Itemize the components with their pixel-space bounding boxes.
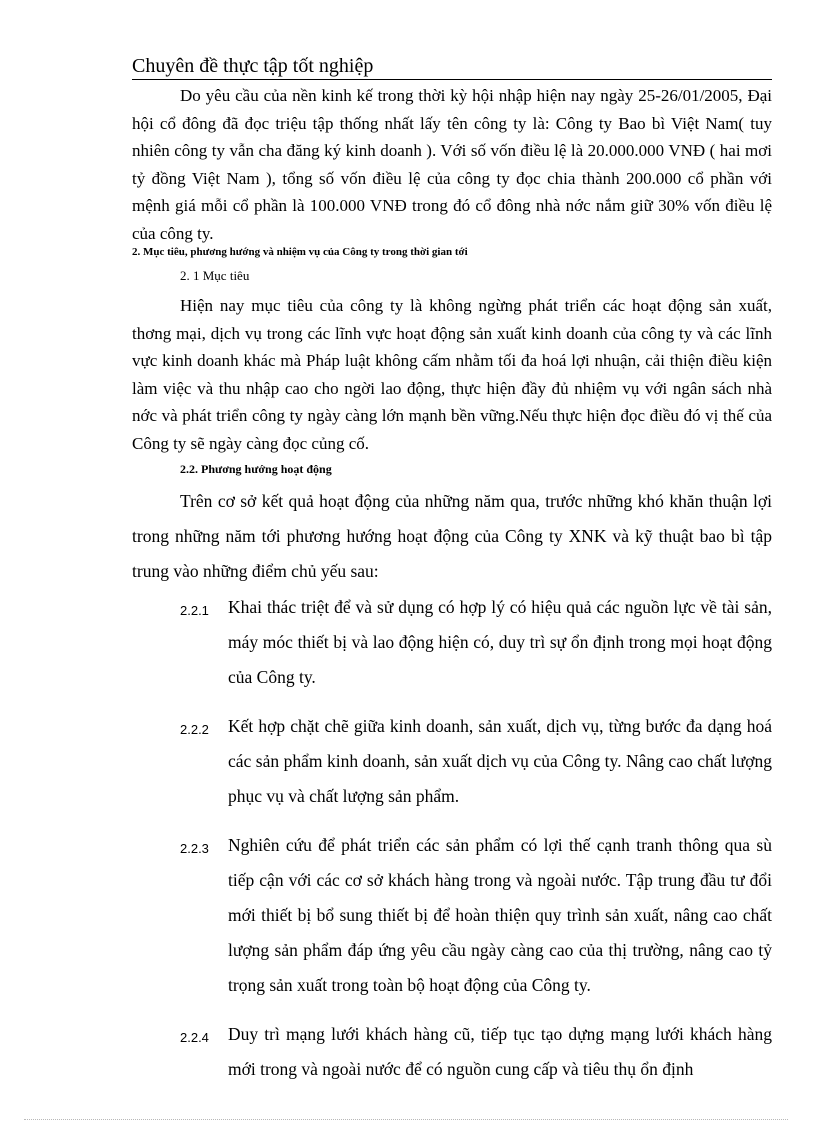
list-item-number: 2.2.2 bbox=[180, 722, 209, 737]
section-2-1-paragraph: Hiện nay mục tiêu của công ty là không ngừng phát triển các hoạt động sản xuất, thơng mại, dịch vụ trong các lĩnh vực hoạt động sản xuất kinh doanh của công ty và các lĩnh vực kinh doanh khác mà Pháp luật không cấm nhằm tối đa hoá lợi nhuận, cải thiện điều kiện làm việc và thu nhập cao cho ngời lao động, thực hiện đầy đủ nhiệm vụ với ngân sách nhà nớc và phát triển công ty ngày càng lớn mạnh bền vững.Nếu thực hiện đọc điều đó vị thế của Công ty sẽ ngày càng đọc củng cố. bbox=[132, 296, 772, 453]
section-2-2-heading: 2.2. Phương hướng hoạt động bbox=[180, 462, 332, 476]
section-2-heading: 2. Mục tiêu, phương hướng và nhiệm vụ của Công ty trong thời gian tới bbox=[132, 246, 468, 258]
page-header: Chuyên đề thực tập tốt nghiệp bbox=[132, 53, 772, 80]
list-item-text: Nghiên cứu để phát triển các sản phẩm có lợi thế cạnh tranh thông qua sù tiếp cận với các cơ sở khách hàng trong và ngoài nước. Tập trung đầu tư đổi mới thiết bị bổ sung thiết bị để hoàn thiện quy trình sản xuất, nâng cao chất lượng sản phẩm đáp ứng yêu cầu ngày càng cao của thị trường, nâng cao tỷ trọng sản xuất trong toàn bộ hoạt động của Công ty. bbox=[228, 835, 772, 995]
section-2-1-heading: 2. 1 Mục tiêu bbox=[180, 268, 250, 283]
list-item bbox=[180, 590, 772, 695]
list-item-text: Duy trì mạng lưới khách hàng cũ, tiếp tục tạo dựng mạng lưới khách hàng mới trong và ngoài nước để có nguồn cung cấp và tiêu thụ ổn định bbox=[228, 1024, 772, 1079]
section-2-2-paragraph: Trên cơ sở kết quả hoạt động của những năm qua, trước những khó khăn thuận lợi trong những năm tới phương hướng hoạt động của Công ty XNK và kỹ thuật bao bì tập trung vào những điểm chủ yếu sau: bbox=[132, 491, 772, 581]
list-item-text: Kết hợp chặt chẽ giữa kinh doanh, sản xuất, dịch vụ, từng bước đa dạng hoá các sản phẩm kinh doanh, sản xuất dịch vụ của Công ty. Nâng cao chất lượng phục vụ và chất lượng sản phẩm. bbox=[228, 716, 772, 806]
list-item bbox=[180, 828, 772, 1003]
list-item-number: 2.2.3 bbox=[180, 841, 209, 856]
direction-list bbox=[180, 590, 772, 1101]
list-item-number: 2.2.4 bbox=[180, 1030, 209, 1045]
list-item bbox=[180, 709, 772, 814]
page-bottom-divider bbox=[24, 1119, 788, 1120]
list-item-text: Khai thác triệt để và sử dụng có hợp lý có hiệu quả các nguồn lực về tài sản, máy móc thiết bị và lao động hiện có, duy trì sự ổn định trong mọi hoạt động của Công ty. bbox=[228, 597, 772, 687]
intro-paragraph: Do yêu cầu của nền kinh kế trong thời kỳ hội nhập hiện nay ngày 25-26/01/2005, Đại hội cổ đông đã đọc triệu tập thống nhất lấy tên công ty là: Công ty Bao bì Việt Nam( tuy nhiên công ty vẫn cha đăng ký kinh doanh ). Với số vốn điều lệ là 20.000.000 VNĐ ( hai mơi tỷ đồng Việt Nam ), tổng số vốn điều lệ của công ty đọc chia thành 200.000 cổ phần với mệnh giá mỗi cổ phần là 100.000 VNĐ trong đó cổ đông nhà nớc nắm giữ 30% vốn điều lệ của công ty. bbox=[132, 86, 772, 243]
list-item bbox=[180, 1017, 772, 1087]
list-item-number: 2.2.1 bbox=[180, 603, 209, 618]
